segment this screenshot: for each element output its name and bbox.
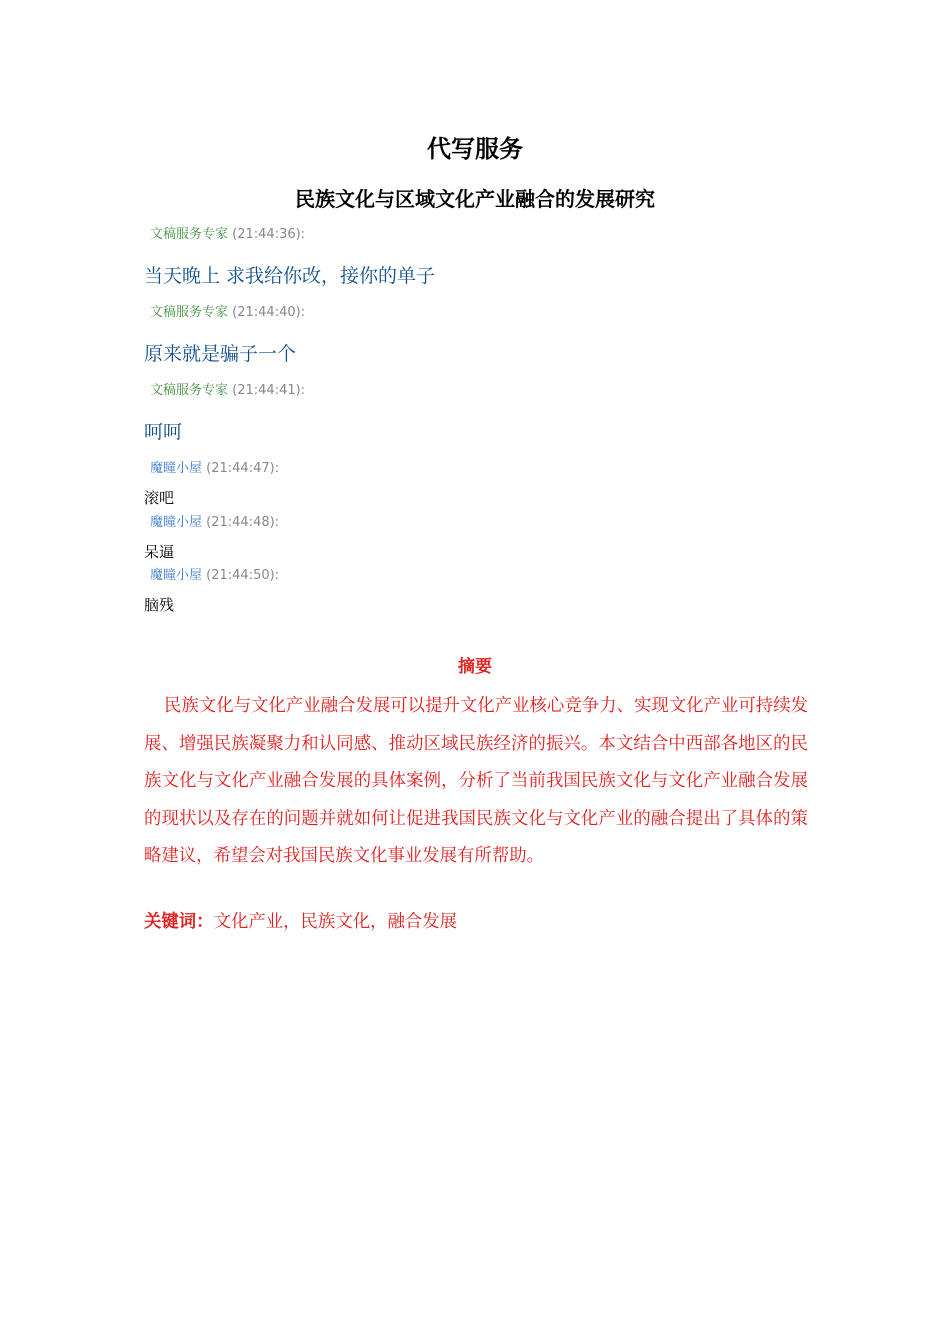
chat-message: 滚吧 xyxy=(144,489,175,507)
chat-timestamp: (21:44:50): xyxy=(206,568,280,583)
chat-message: 呵呵 xyxy=(144,421,183,443)
chat-timestamp: (21:44:36): xyxy=(232,227,306,242)
chat-message: 呆逼 xyxy=(144,543,175,561)
chat-sender: 文稿服务专家 xyxy=(150,383,229,398)
chat-meta xyxy=(150,514,279,532)
chat-sender: 魔瞳小屋 xyxy=(150,515,203,530)
document-subtitle: 民族文化与区域文化产业融合的发展研究 xyxy=(295,187,655,211)
keywords-value: 文化产业，民族文化，融合发展 xyxy=(213,912,458,932)
abstract-body: 民族文化与文化产业融合发展可以提升文化产业核心竞争力、实现文化产业可持续发展、增强民族凝聚力和认同感、推动区域民族经济的振兴。本文结合中西部各地区的民族文化与文化产业融合发展的具体案例，分析了当前我国民族文化与文化产业融合发展的现状以及存在的问题并就如何让促进我国民族文化与文化产业的融合提出了具体的策略建议，希望会对我国民族文化事业发展有所帮助。 xyxy=(144,696,808,866)
keywords-label: 关键词： xyxy=(144,912,214,932)
keywords-line xyxy=(144,908,457,936)
document-title: 代写服务 xyxy=(427,134,523,163)
chat-meta xyxy=(150,460,279,478)
chat-sender: 魔瞳小屋 xyxy=(150,461,203,476)
chat-timestamp: (21:44:47): xyxy=(206,461,280,476)
chat-timestamp: (21:44:41): xyxy=(232,383,306,398)
chat-meta xyxy=(150,382,305,400)
chat-timestamp: (21:44:48): xyxy=(206,515,280,530)
chat-meta xyxy=(150,567,279,585)
chat-message: 脑残 xyxy=(144,596,175,614)
chat-meta xyxy=(150,304,305,322)
chat-message: 原来就是骗子一个 xyxy=(144,343,297,365)
chat-sender: 文稿服务专家 xyxy=(150,227,229,242)
chat-meta xyxy=(150,226,305,244)
abstract-heading: 摘要 xyxy=(458,657,492,677)
chat-timestamp: (21:44:40): xyxy=(232,305,306,320)
chat-sender: 魔瞳小屋 xyxy=(150,568,203,583)
chat-sender: 文稿服务专家 xyxy=(150,305,229,320)
chat-message: 当天晚上 求我给你改，接你的单子 xyxy=(144,265,436,287)
